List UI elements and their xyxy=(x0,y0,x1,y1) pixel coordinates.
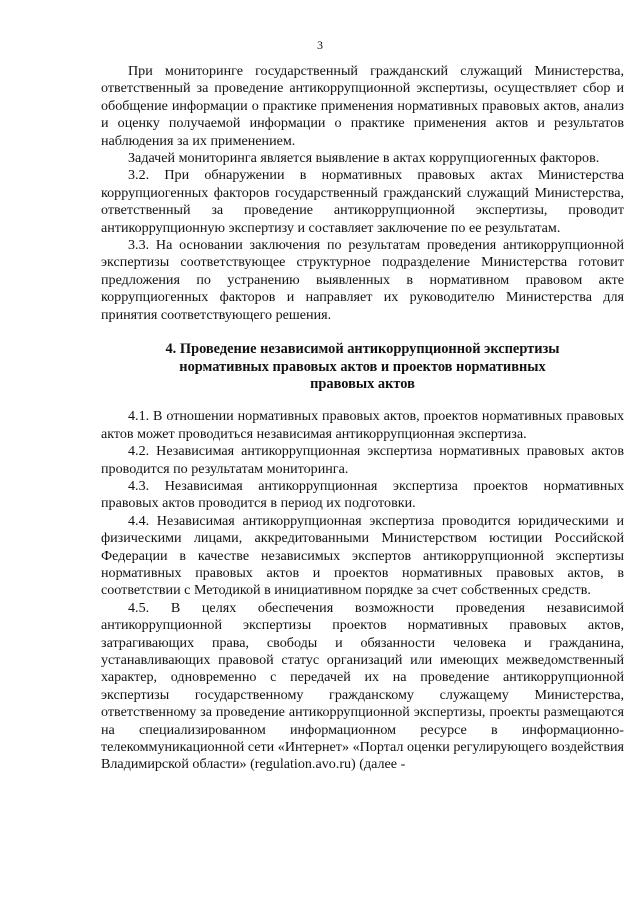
section-4-heading-line2: нормативных правовых актов и проектов нормативных xyxy=(179,358,546,375)
paragraph-4-2: 4.2. Независимая антикоррупционная экспертиза нормативных правовых актов проводится по результатам мониторинга. xyxy=(101,443,624,477)
section-4-heading-line3: правовых актов xyxy=(310,375,415,392)
paragraph-3-3: 3.3. На основании заключения по результатам проведения антикоррупционной экспертизы соответствующее структурное подразделение Министерства готовит предложения по устранению выявленных в нормативном правовом акте коррупциогенных факторов и направляет их руководителю Министерства для принятия соответствующего решения. xyxy=(101,237,624,323)
paragraph-monitoring: При мониторинге государственный гражданский служащий Министерства, ответственный за проведение антикоррупционной экспертизы, осуществляет сбор и обобщение информации о практике применения нормативных правовых актов, анализ и оценку получаемой информации о практике применения актов и результатов наблюдения за их применением. xyxy=(101,63,624,149)
section-4-heading-line1: 4. Проведение независимой антикоррупционной экспертизы xyxy=(165,341,560,358)
section-4-heading xyxy=(101,341,624,393)
paragraph-4-1: 4.1. В отношении нормативных правовых актов, проектов нормативных правовых актов может проводиться независимая антикоррупционная экспертиза. xyxy=(101,408,624,442)
document-body xyxy=(101,63,624,774)
paragraph-4-3: 4.3. Независимая антикоррупционная экспертиза проектов нормативных правовых актов проводится в период их подготовки. xyxy=(101,477,624,512)
paragraph-monitoring-task: Задачей мониторинга является выявление в актах коррупциогенных факторов. xyxy=(128,150,600,167)
paragraph-4-4: 4.4. Независимая антикоррупционная экспертиза проводится юридическими и физическими лицами, аккредитованными Министерством юстиции Российской Федерации в качестве независимых экспертов антикоррупционной экспертизы нормативных правовых актов и проектов нормативных правовых актов, в соответствии с Методикой в инициативном порядке за счет собственных средств. xyxy=(101,512,624,599)
page-number: 3 xyxy=(317,38,323,52)
paragraph-3-2: 3.2. При обнаружении в нормативных правовых актах Министерства коррупциогенных факторов государственный гражданский служащий Министерства, ответственный за проведение антикоррупционной экспертизы, проводит антикоррупционную экспертизу и составляет заключение по ее результатам. xyxy=(101,167,624,236)
paragraph-4-5: 4.5. В целях обеспечения возможности проведения независимой антикоррупционной экспертизы проектов нормативных правовых актов, затрагивающих права, свободы и обязанности человека и гражданина, устанавливающих правовой статус организаций или имеющих межведомственный характер, одновременно с передачей их на проведение антикоррупционной экспертизы государственному гражданскому служащему Министерства, ответственному за проведение антикоррупционной экспертизы, проекты размещаются на специализированном информационном ресурсе в информационно-телекоммуникационной сети «Интернет» «Портал оценки регулирующего воздействия Владимирской области» (regulation.avo.ru) (далее - xyxy=(101,599,624,773)
